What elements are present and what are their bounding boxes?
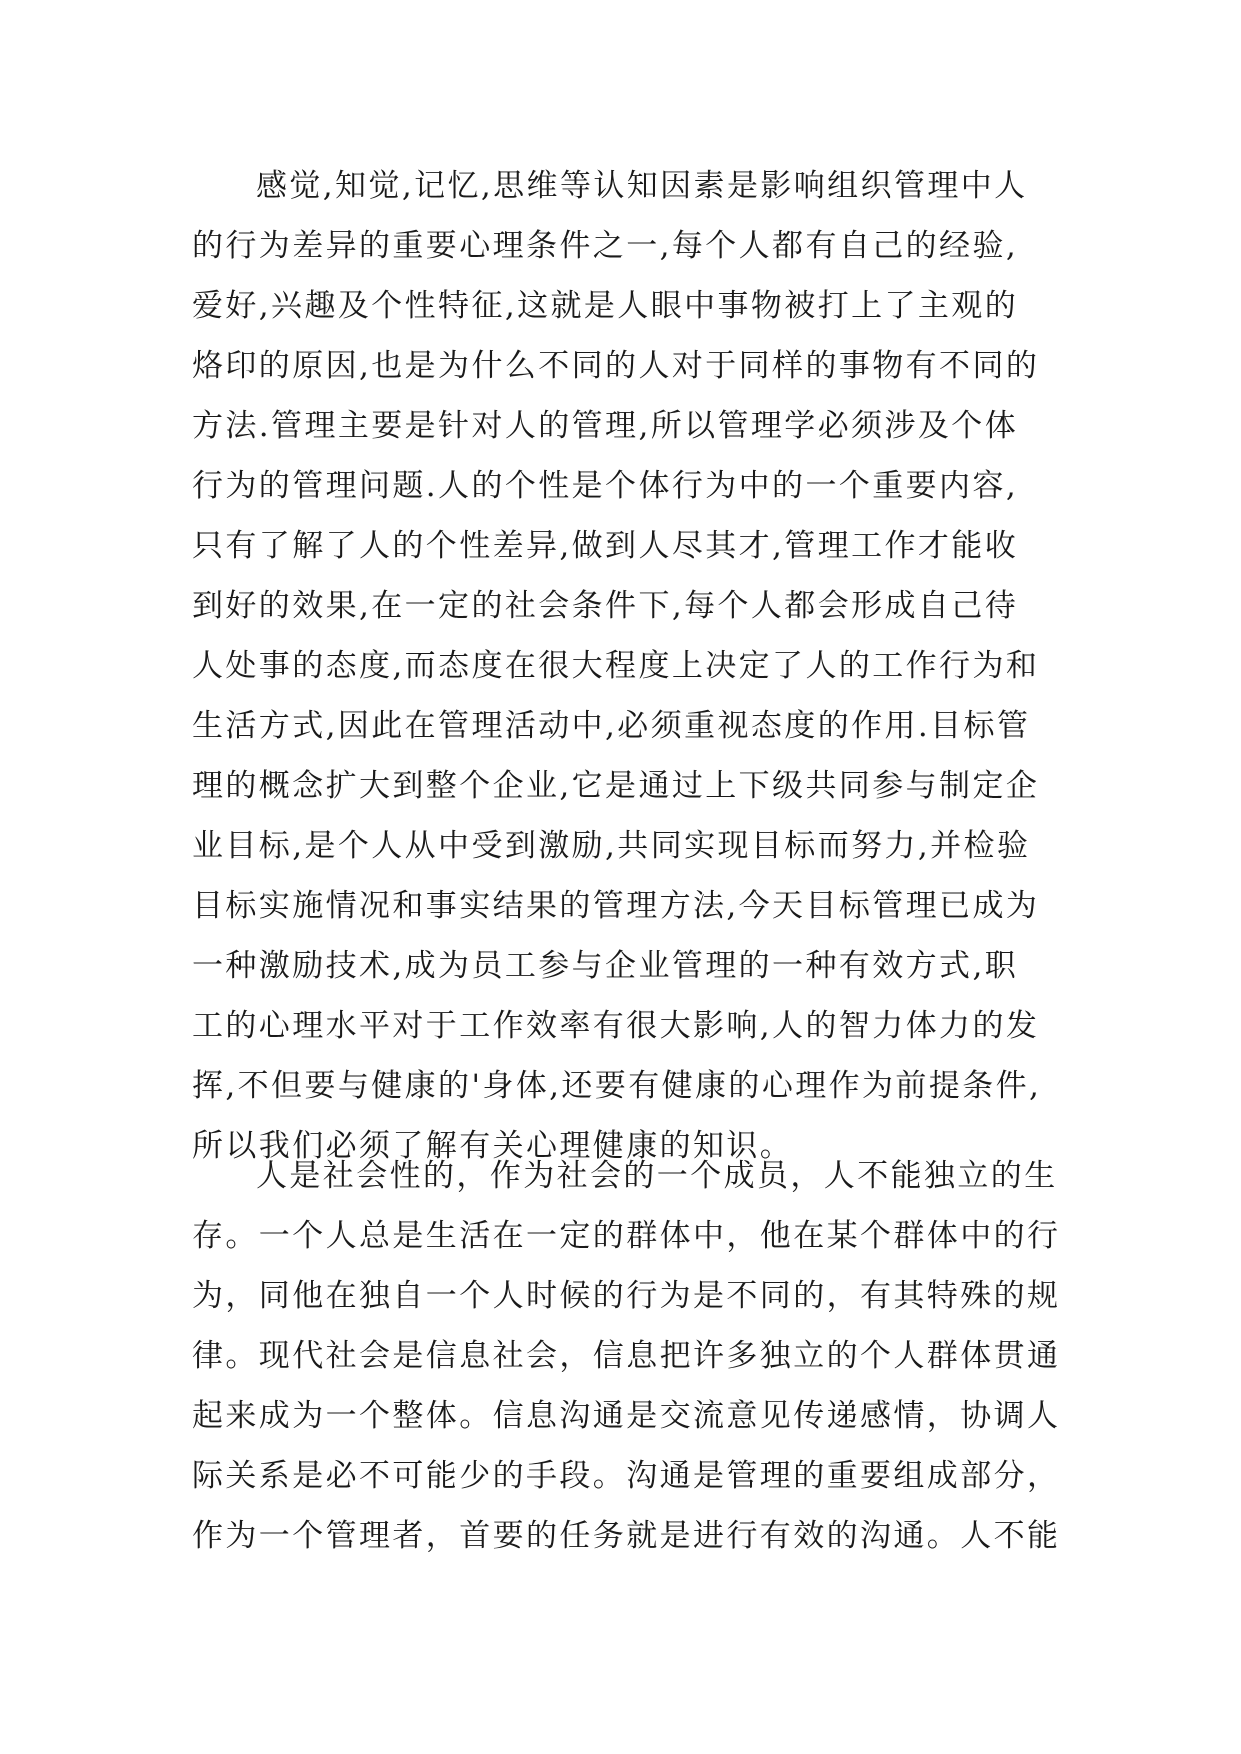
text-line: 所以我们必须了解有关心理健康的知识。 <box>192 1128 794 1164</box>
text-line: 人是社会性的，作为社会的一个成员，人不能独立的生 <box>256 1158 1058 1194</box>
text-line: 存。一个人总是生活在一定的群体中，他在某个群体中的行 <box>192 1218 1061 1254</box>
text-line: 挥,不但要与健康的'身体,还要有健康的心理作为前提条件, <box>192 1068 1042 1104</box>
text-line: 烙印的原因,也是为什么不同的人对于同样的事物有不同的 <box>192 348 1040 384</box>
text-line: 行为的管理问题.人的个性是个体行为中的一个重要内容, <box>192 468 1019 504</box>
paragraph <box>192 156 1052 1176</box>
text-line: 的行为差异的重要心理条件之一,每个人都有自己的经验, <box>192 228 1019 264</box>
text-line: 律。现代社会是信息社会，信息把许多独立的个人群体贯通 <box>192 1338 1061 1374</box>
text-line: 为，同他在独自一个人时候的行为是不同的，有其特殊的规 <box>192 1278 1061 1314</box>
text-line: 只有了解了人的个性差异,做到人尽其才,管理工作才能收 <box>192 528 1019 564</box>
text-line: 到好的效果,在一定的社会条件下,每个人都会形成自己待 <box>192 588 1019 624</box>
text-line: 一种激励技术,成为员工参与企业管理的一种有效方式,职 <box>192 948 1019 984</box>
text-line: 方法.管理主要是针对人的管理,所以管理学必须涉及个体 <box>192 408 1019 444</box>
text-line: 生活方式,因此在管理活动中,必须重视态度的作用.目标管 <box>192 708 1031 744</box>
text-line: 目标实施情况和事实结果的管理方法,今天目标管理已成为 <box>192 888 1040 924</box>
paragraph <box>192 1146 1061 1566</box>
text-line: 作为一个管理者，首要的任务就是进行有效的沟通。人不能 <box>192 1518 1061 1554</box>
text-line: 理的概念扩大到整个企业,它是通过上下级共同参与制定企 <box>192 768 1040 804</box>
text-line: 人处事的态度,而态度在很大程度上决定了人的工作行为和 <box>192 648 1040 684</box>
text-line: 爱好,兴趣及个性特征,这就是人眼中事物被打上了主观的 <box>192 288 1019 324</box>
text-line: 起来成为一个整体。信息沟通是交流意见传递感情，协调人 <box>192 1398 1061 1434</box>
text-line: 感觉,知觉,记忆,思维等认知因素是影响组织管理中人 <box>256 168 1028 204</box>
text-line: 业目标,是个人从中受到激励,共同实现目标而努力,并检验 <box>192 828 1031 864</box>
text-line: 工的心理水平对于工作效率有很大影响,人的智力体力的发 <box>192 1008 1040 1044</box>
text-line: 际关系是必不可能少的手段。沟通是管理的重要组成部分， <box>192 1458 1061 1494</box>
